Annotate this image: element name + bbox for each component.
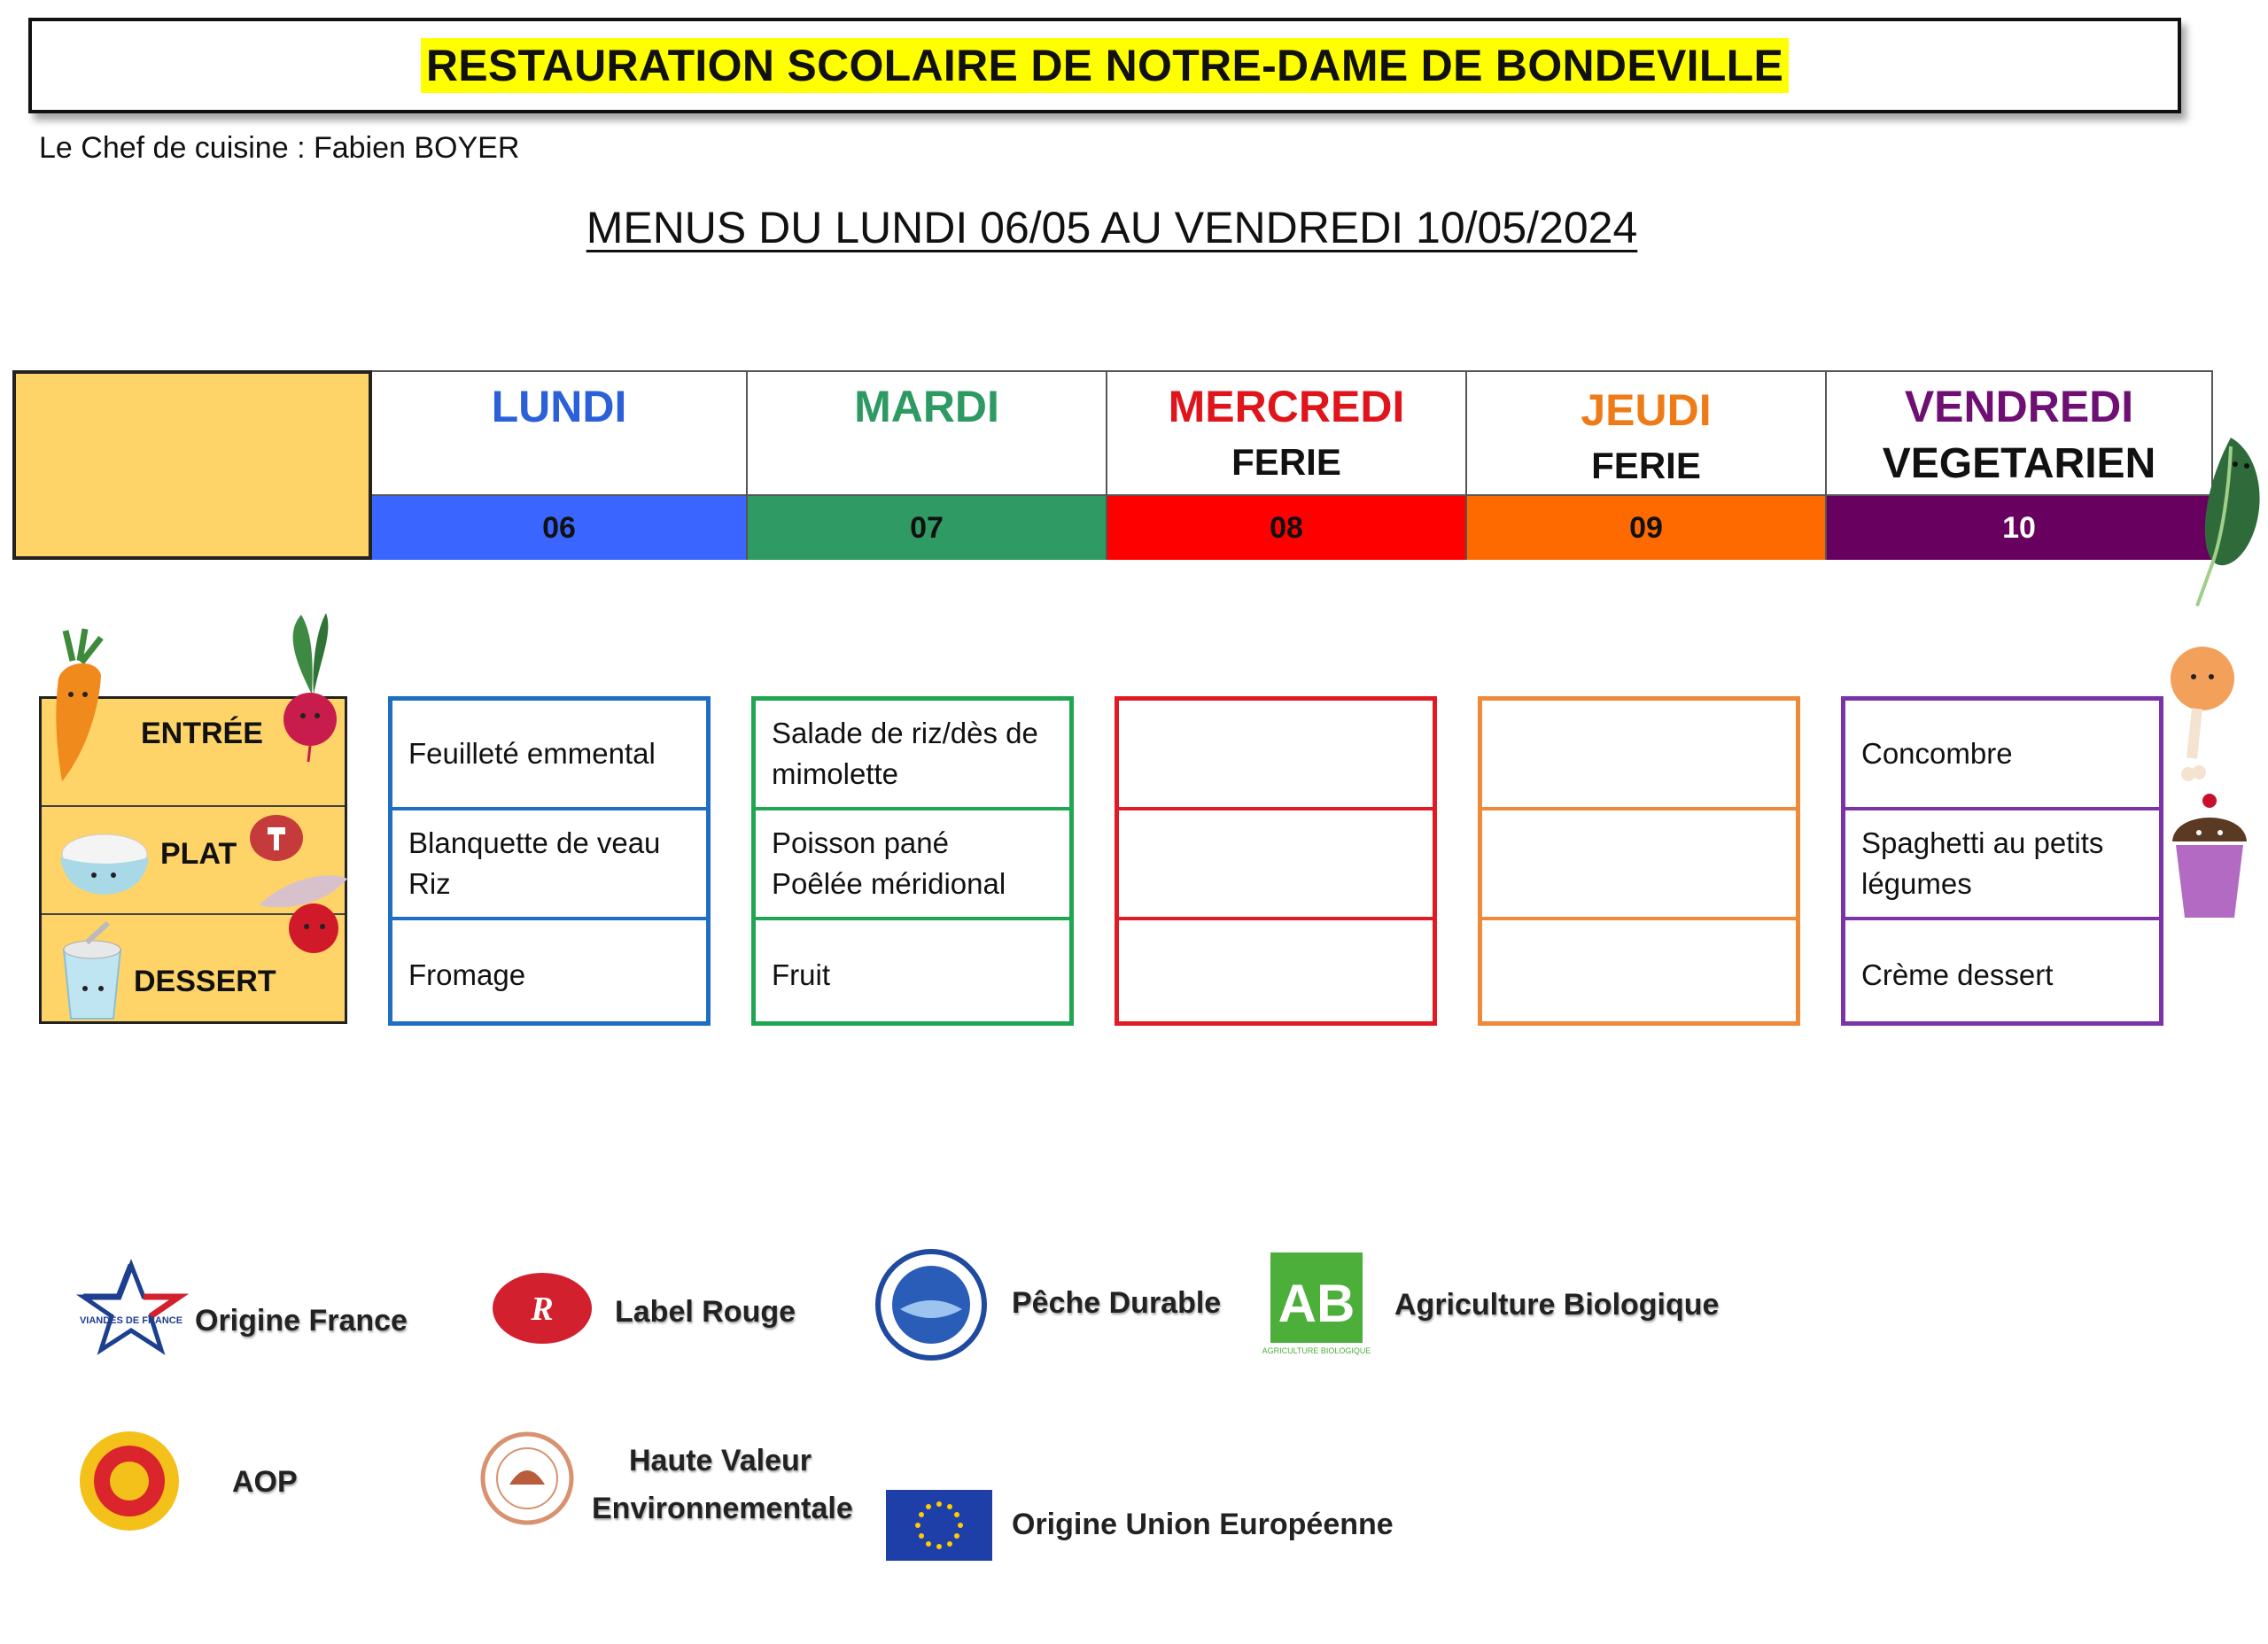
menu-entree-cell <box>1845 701 2159 810</box>
dish: Fruit <box>772 958 830 991</box>
menu-entree-cell <box>756 701 1069 810</box>
day-name: JEUDI <box>1581 385 1712 435</box>
title-banner <box>28 18 2181 113</box>
dish: Salade de riz/dès de <box>772 717 1038 749</box>
dish: Poisson pané <box>772 826 949 859</box>
day-number: 06 <box>372 494 746 560</box>
dish: mimolette <box>772 757 899 790</box>
legend-origine-ue: Origine Union Européenne <box>1012 1508 1394 1541</box>
day-subtitle: VEGETARIEN <box>1882 440 2156 487</box>
viandes-de-france-logo <box>78 1261 184 1361</box>
day-name: MERCREDI <box>1168 382 1405 431</box>
dish: Crème dessert <box>1861 958 2054 991</box>
header-corner-cell <box>12 370 372 560</box>
menu-dessert-cell <box>1119 920 1433 1030</box>
menu-dessert-cell <box>756 920 1069 1030</box>
svg-text:AB: AB <box>1278 1274 1355 1333</box>
day-subtitle: FERIE <box>1231 441 1341 483</box>
yogurt-icon <box>55 923 129 1022</box>
day-number: 09 <box>1467 494 1825 560</box>
spinach-leaf-icon <box>2186 429 2266 615</box>
menu-plat-cell <box>1482 810 1796 920</box>
menu-mardi <box>751 696 1074 1026</box>
dish: Feuilleté emmental <box>408 737 656 770</box>
legend-origine-france: Origine France <box>195 1304 408 1338</box>
day-header-jeudi <box>1467 370 1827 560</box>
legend-hve-line1: Haute Valeur <box>629 1444 812 1477</box>
label-dessert: DESSERT <box>134 965 276 998</box>
meat-fish-apple-icon <box>241 808 356 958</box>
legend-label-rouge: Label Rouge <box>615 1295 796 1329</box>
week-heading-text: MENUS DU LUNDI 06/05 AU VENDREDI 10/05/2024 <box>586 203 1638 252</box>
label-rouge-logo <box>489 1268 595 1348</box>
menu-plat-cell <box>392 810 706 920</box>
page-title: RESTAURATION SCOLAIRE DE NOTRE-DAME DE BONDEVILLE <box>421 38 1789 93</box>
menu-mercredi <box>1115 696 1437 1026</box>
eu-flag-logo <box>886 1490 992 1561</box>
week-heading <box>0 202 2224 253</box>
menu-dessert-cell <box>1845 920 2159 1030</box>
label-plat: PLAT <box>160 837 237 871</box>
menu-plat-cell <box>1845 810 2159 920</box>
day-number: 07 <box>748 494 1106 560</box>
chicken-leg-icon <box>2162 643 2241 776</box>
day-name: LUNDI <box>491 382 627 431</box>
menu-plat-cell <box>756 810 1069 920</box>
hve-logo <box>478 1430 576 1527</box>
cupcake-icon <box>2165 788 2254 921</box>
legend-aop: AOP <box>232 1465 298 1499</box>
day-header-mercredi <box>1107 370 1467 560</box>
menu-jeudi <box>1478 696 1800 1026</box>
menu-dessert-cell <box>392 920 706 1030</box>
day-number: 10 <box>1827 494 2211 560</box>
menu-plat-cell <box>1119 810 1433 920</box>
agriculture-bio-logo <box>1262 1251 1371 1364</box>
legend-agriculture-bio: Agriculture Biologique <box>1394 1288 1720 1322</box>
dish: Riz <box>408 867 451 900</box>
legend-hve-line2: Environnementale <box>592 1492 853 1525</box>
dish: Concombre <box>1861 737 2013 770</box>
peche-durable-logo <box>874 1247 989 1362</box>
day-header-mardi <box>748 370 1107 560</box>
menu-dessert-cell <box>1482 920 1796 1030</box>
dish: Poêlée méridional <box>772 867 1006 900</box>
menu-entree-cell <box>1482 701 1796 810</box>
legend-peche-durable: Pêche Durable <box>1012 1286 1222 1320</box>
dish: Blanquette de veau <box>408 826 661 859</box>
day-number: 08 <box>1107 494 1465 560</box>
dish: légumes <box>1861 867 1972 900</box>
day-header-lundi <box>372 370 748 560</box>
chef-credit: Le Chef de cuisine : Fabien BOYER <box>39 131 520 165</box>
dish: Spaghetti au petits <box>1861 826 2104 859</box>
day-name: VENDREDI <box>1904 382 2134 431</box>
menu-vendredi <box>1841 696 2163 1026</box>
day-name: MARDI <box>854 382 999 431</box>
dish: Fromage <box>408 958 526 991</box>
menu-entree-cell <box>1119 701 1433 810</box>
carrot-icon <box>46 625 117 785</box>
day-header-vendredi <box>1827 370 2213 560</box>
label-entree: ENTRÉE <box>141 717 263 750</box>
menu-entree-cell <box>392 701 706 810</box>
svg-text:R: R <box>531 1291 554 1328</box>
svg-text:AGRICULTURE BIOLOGIQUE: AGRICULTURE BIOLOGIQUE <box>1262 1346 1371 1355</box>
aop-logo <box>76 1428 183 1534</box>
day-subtitle: FERIE <box>1591 445 1701 486</box>
svg-text:VIANDES DE FRANCE: VIANDES DE FRANCE <box>79 1315 183 1326</box>
rice-bowl-icon <box>51 824 158 898</box>
menu-lundi <box>388 696 711 1026</box>
radish-icon <box>276 606 347 765</box>
